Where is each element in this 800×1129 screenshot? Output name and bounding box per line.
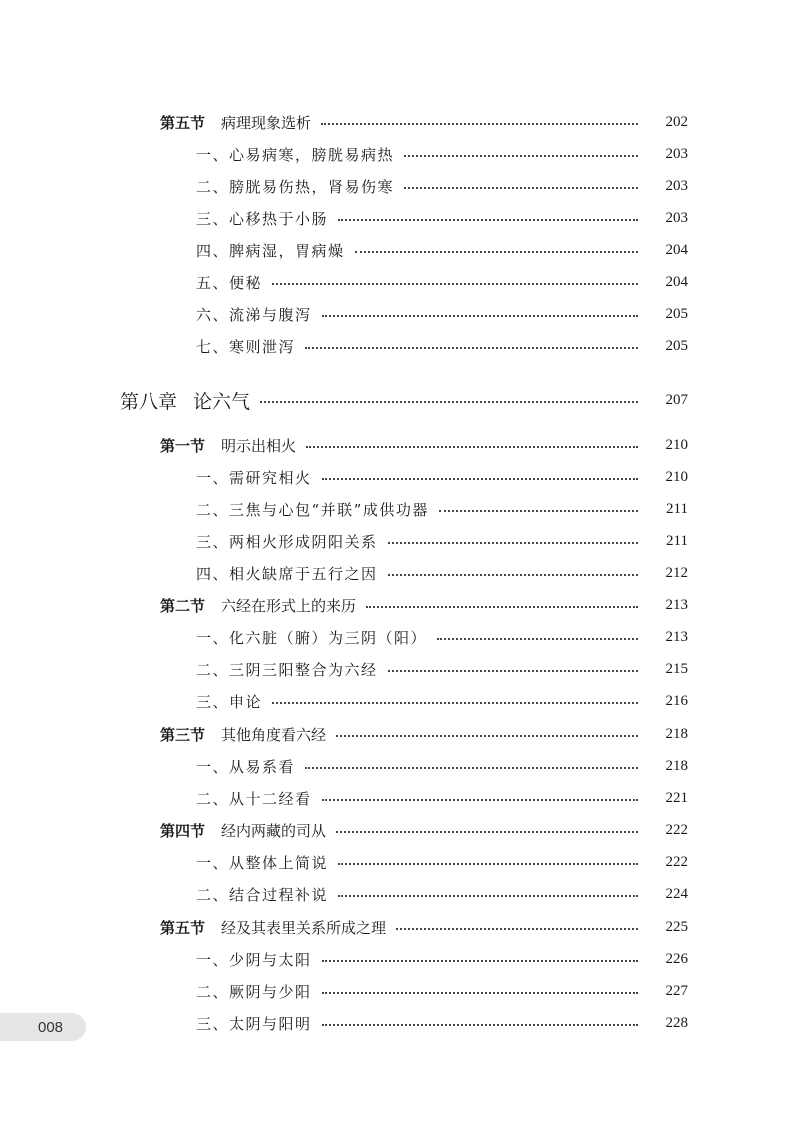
dot-leader [322,315,638,317]
toc-item-row[interactable] [196,882,688,906]
toc-section-row[interactable] [160,593,688,617]
toc-item-row[interactable] [196,786,688,810]
toc-item-title: 六、流涕与腹泻 [196,305,312,324]
dot-leader [338,863,638,865]
toc-item-title: 二、从十二经看 [196,789,312,808]
toc-chapter-title: 论六气 [193,390,251,413]
toc-page-number: 210 [665,468,688,485]
toc-section-row[interactable] [160,722,688,746]
toc-page-number: 222 [665,853,688,870]
toc-item-row[interactable] [196,142,688,166]
toc-section-title: 其他角度看六经 [221,725,327,744]
toc-section-row[interactable] [160,110,688,134]
dot-leader [322,960,638,962]
toc-section-heading [160,820,326,841]
toc-item-row[interactable] [196,302,688,326]
toc-section-heading [160,595,356,616]
toc-page-number: 202 [665,113,688,130]
toc-item-row[interactable] [196,465,688,489]
toc-page-number: 203 [665,209,688,226]
toc-item-row[interactable] [196,850,688,874]
toc-item-row[interactable] [196,625,688,649]
toc-item-title: 四、相火缺席于五行之因 [196,564,378,583]
dot-leader [338,895,638,897]
dot-leader [322,478,638,480]
toc-item-row[interactable] [196,689,688,713]
toc-item-row[interactable] [196,238,688,262]
toc-section-heading [160,435,296,456]
toc-section-row[interactable] [160,915,688,939]
toc-item-title: 二、三阴三阳整合为六经 [196,660,378,679]
toc-page-number: 203 [665,145,688,162]
toc-item-row[interactable] [196,657,688,681]
toc-section-heading [160,112,311,133]
toc-page-number: 216 [665,692,688,709]
toc-page-number: 213 [665,596,688,613]
page-number-tab [0,1013,86,1041]
dot-leader [321,123,638,125]
toc-item-row[interactable] [196,1011,688,1035]
toc-page-number: 205 [665,337,688,354]
toc-item-title: 一、需研究相火 [196,468,312,487]
page-number: 008 [38,1018,64,1036]
dot-leader [305,767,638,769]
dot-leader [336,735,638,737]
dot-leader [272,702,638,704]
toc-page-number: 228 [665,1014,688,1031]
toc-item-title: 七、寒则泄泻 [196,337,296,356]
toc-item-row[interactable] [196,270,688,294]
toc-page-number: 211 [666,500,688,517]
toc-item-title: 三、太阴与阳明 [196,1014,312,1033]
toc-page-number: 207 [665,391,688,408]
dot-leader [355,251,638,253]
toc-page-number: 226 [665,950,688,967]
dot-leader [338,219,638,221]
toc-section-title: 明示出相火 [221,436,297,455]
toc-page-number: 204 [665,241,688,258]
dot-leader [305,347,638,349]
toc-item-row[interactable] [196,206,688,230]
toc-page-number: 215 [665,660,688,677]
dot-leader [260,401,638,403]
toc-section-title: 经及其表里关系所成之理 [221,918,387,937]
toc-item-title: 四、脾病湿，胃病燥 [196,241,345,260]
toc-page-number: 210 [665,436,688,453]
toc-page-number: 203 [665,177,688,194]
toc-chapter-heading [120,387,250,414]
toc-item-title: 二、三焦与心包“并联”成供功器 [196,500,429,519]
toc-item-title: 二、结合过程补说 [196,885,329,904]
dot-leader [366,606,638,608]
toc-section-label: 第四节 [160,821,206,840]
toc-page-number: 205 [665,305,688,322]
toc-page-number: 218 [665,725,688,742]
toc-item-row[interactable] [196,947,688,971]
toc-section-label: 第五节 [160,918,206,937]
toc-page-number: 204 [665,273,688,290]
toc-page-number: 213 [665,628,688,645]
toc-section-label: 第二节 [160,596,206,615]
dot-leader [439,510,638,512]
toc-page-number: 224 [665,885,688,902]
toc-section-title: 经内两藏的司从 [221,821,327,840]
dot-leader [388,574,638,576]
toc-chapter-row[interactable] [120,388,688,412]
toc-item-title: 三、心移热于小肠 [196,209,329,228]
toc-section-row[interactable] [160,818,688,842]
toc-section-heading [160,917,386,938]
toc-item-title: 三、两相火形成阴阳关系 [196,532,378,551]
toc-section-title: 病理现象选析 [221,113,312,132]
dot-leader [322,799,638,801]
toc-item-row[interactable] [196,334,688,358]
dot-leader [306,446,638,448]
toc-section-title: 六经在形式上的来历 [221,596,357,615]
dot-leader [437,638,638,640]
toc-item-title: 一、化六脏（腑）为三阴（阳） [196,628,428,647]
toc-section-label: 第三节 [160,725,206,744]
toc-item-row[interactable] [196,174,688,198]
toc-item-row[interactable] [196,979,688,1003]
toc-item-title: 二、膀胱易伤热，肾易伤寒 [196,177,395,196]
toc-chapter-label: 第八章 [120,390,178,413]
toc-item-row[interactable] [196,497,688,521]
toc-item-title: 一、从易系看 [196,757,296,776]
toc-section-heading [160,724,326,745]
toc-page-number: 221 [665,789,688,806]
toc-page-number: 211 [666,532,688,549]
toc-page-number: 218 [665,757,688,774]
dot-leader [322,1024,638,1026]
toc-section-row[interactable] [160,433,688,457]
toc-section-label: 第一节 [160,436,206,455]
toc-item-title: 二、厥阴与少阳 [196,982,312,1001]
dot-leader [388,670,638,672]
dot-leader [336,831,638,833]
toc-page-number: 227 [665,982,688,999]
toc-item-row[interactable] [196,561,688,585]
toc-item-title: 一、少阴与太阳 [196,950,312,969]
dot-leader [404,187,638,189]
toc-page-number: 212 [665,564,688,581]
dot-leader [322,992,638,994]
toc-item-title: 一、从整体上简说 [196,853,329,872]
toc-page-number: 222 [665,821,688,838]
dot-leader [404,155,638,157]
toc-section-label: 第五节 [160,113,206,132]
toc-item-row[interactable] [196,529,688,553]
dot-leader [396,928,638,930]
toc-item-title: 一、心易病寒，膀胱易病热 [196,145,395,164]
toc-item-title: 三、申论 [196,692,263,711]
dot-leader [272,283,638,285]
toc-page-number: 225 [665,918,688,935]
toc-item-title: 五、便秘 [196,273,263,292]
toc-item-row[interactable] [196,754,688,778]
dot-leader [388,542,638,544]
